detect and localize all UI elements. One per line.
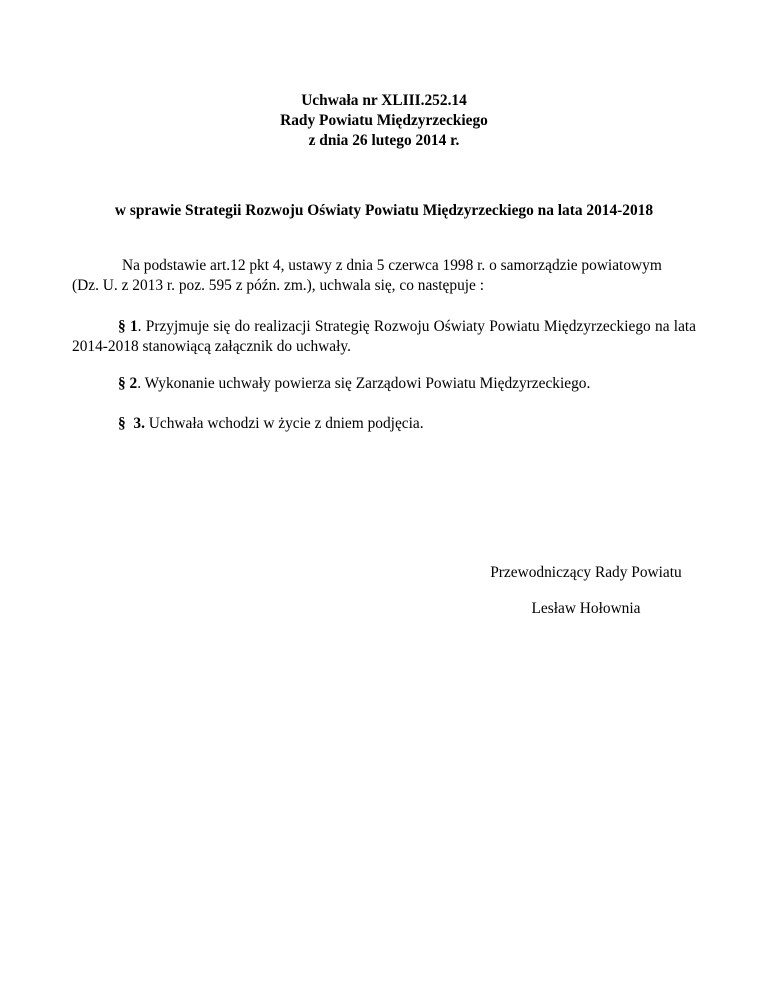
legal-basis-line-2: (Dz. U. z 2013 r. poz. 595 z późn. zm.), uchwala się, co następuje : xyxy=(72,277,484,294)
section-2-number: § 2 xyxy=(118,375,138,392)
resolution-number: Uchwała nr XLIII.252.14 xyxy=(301,92,467,109)
section-2-text: . Wykonanie uchwały powierza się Zarządowi Powiatu Międzyrzeckiego. xyxy=(137,375,591,392)
legal-basis xyxy=(72,256,696,296)
signatory-title: Przewodniczący Rady Powiatu xyxy=(490,564,682,581)
section-3-number: § 3. xyxy=(118,415,145,432)
section-1 xyxy=(72,317,696,357)
issuing-body: Rady Powiatu Międzyrzeckiego xyxy=(280,112,488,129)
legal-basis-line-1: Na podstawie art.12 pkt 4, ustawy z dnia 5 czerwca 1998 r. o samorządzie powiatowym xyxy=(122,257,662,274)
section-3 xyxy=(72,414,696,434)
section-1-number: § 1 xyxy=(118,318,138,335)
resolution-header xyxy=(0,91,768,151)
signatory-name: Lesław Hołownia xyxy=(531,600,641,617)
resolution-date: z dnia 26 lutego 2014 r. xyxy=(308,132,460,149)
resolution-subject: w sprawie Strategii Rozwoju Oświaty Powiatu Międzyrzeckiego na lata 2014-2018 xyxy=(114,202,654,219)
section-3-text: Uchwała wchodzi w życie z dniem podjęcia. xyxy=(144,415,424,432)
section-2 xyxy=(72,374,696,394)
section-1-text: . Przyjmuje się do realizacji Strategię Rozwoju Oświaty Powiatu Międzyrzeckiego na lata 2014-2018 stanowiącą załącznik do uchwały. xyxy=(72,318,697,355)
